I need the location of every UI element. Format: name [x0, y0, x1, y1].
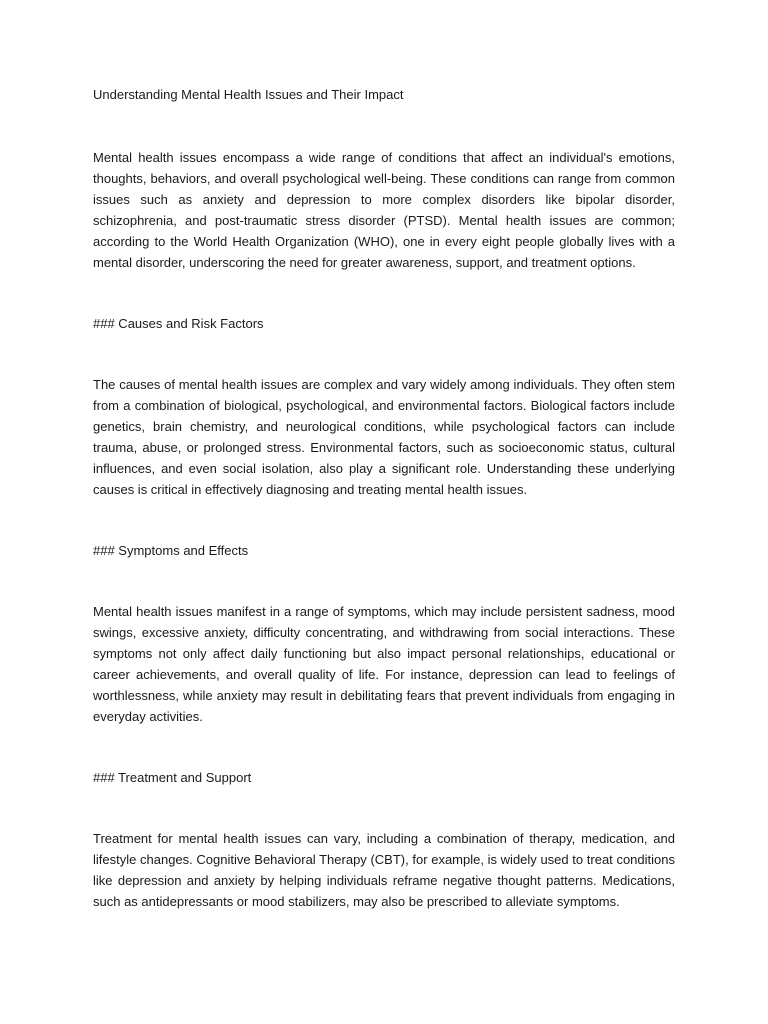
section-heading-symptoms: ### Symptoms and Effects [93, 543, 249, 558]
section-body-symptoms: Mental health issues manifest in a range of symptoms, which may include persistent sadness, mood swings, excessive anxiety, difficulty concentrating, and withdrawing from social interactions. These symptoms not only affect daily functioning but also impact personal relationships, educational or career achievements, and overall quality of life. For instance, depression can lead to feelings of worthlessness, while anxiety may result in debilitating fears that prevent individuals from engaging in everyday activities. [93, 604, 675, 724]
spacer [93, 561, 675, 601]
spacer [93, 500, 675, 540]
spacer [93, 334, 675, 374]
section-body-causes: The causes of mental health issues are complex and vary widely among individuals. They often stem from a combination of biological, psychological, and environmental factors. Biological factors include genetics, brain chemistry, and neurological conditions, while psychological factors can include trauma, abuse, or prolonged stress. Environmental factors, such as socioeconomic status, cultural influences, and even social isolation, also play a significant role. Understanding these underlying causes is critical in effectively diagnosing and treating mental health issues. [93, 377, 675, 497]
spacer [93, 727, 675, 767]
intro-paragraph: Mental health issues encompass a wide range of conditions that affect an individual's emotions, thoughts, behaviors, and overall psychological well-being. These conditions can range from common issues such as anxiety and depression to more complex disorders like bipolar disorder, schizophrenia, and post-traumatic stress disorder (PTSD). Mental health issues are common; according to the World Health Organization (WHO), one in every eight people globally lives with a mental disorder, underscoring the need for greater awareness, support, and treatment options. [93, 150, 675, 270]
section-heading-treatment: ### Treatment and Support [93, 770, 252, 785]
section-body-treatment: Treatment for mental health issues can vary, including a combination of therapy, medication, and lifestyle changes. Cognitive Behavioral Therapy (CBT), for example, is widely used to treat conditions like depression and anxiety by helping individuals reframe negative thought patterns. Medications, such as antidepressants or mood stabilizers, may also be prescribed to alleviate symptoms. [93, 831, 675, 909]
section-heading-causes: ### Causes and Risk Factors [93, 316, 264, 331]
document-title: Understanding Mental Health Issues and Their Impact [93, 87, 404, 102]
spacer [93, 273, 675, 313]
spacer [93, 788, 675, 828]
document-content [93, 84, 675, 912]
